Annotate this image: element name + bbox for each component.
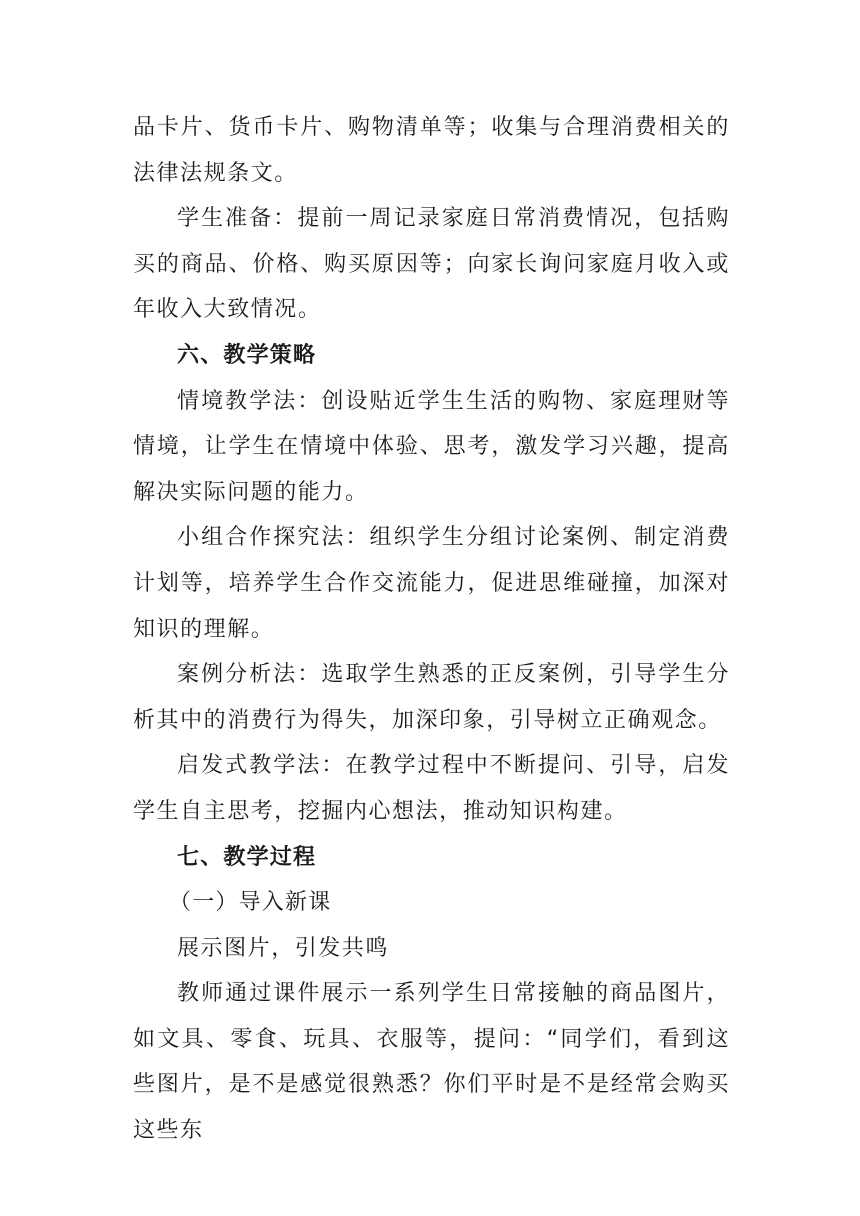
paragraph-continuation: 品卡片、货币卡片、购物清单等；收集与合理消费相关的法律法规条文。: [133, 115, 730, 186]
paragraph-student-prep: 学生准备：提前一周记录家庭日常消费情况，包括购买的商品、价格、购买原因等；向家长询问家庭月收入或年收入大致情况。: [133, 206, 730, 323]
section-heading-teaching-strategy: 六、教学策略: [177, 342, 317, 368]
paragraph-case-analysis: 案例分析法：选取学生熟悉的正反案例，引导学生分析其中的消费行为得失，加深印象，引导树立正确观念。: [133, 662, 730, 733]
subsection-heading-intro: （一）导入新课: [169, 890, 332, 916]
paragraph-group-cooperation: 小组合作探究法：组织学生分组讨论案例、制定消费计划等，培养学生合作交流能力，促进思维碰撞，加深对知识的理解。: [133, 525, 730, 642]
document-body: [133, 105, 730, 1154]
paragraph-situational-teaching: 情境教学法：创设贴近学生生活的购物、家庭理财等情境，让学生在情境中体验、思考，激发学习兴趣，提高解决实际问题的能力。: [133, 388, 730, 505]
paragraph-heuristic-teaching: 启发式教学法：在教学过程中不断提问、引导，启发学生自主思考，挖掘内心想法，推动知识构建。: [133, 753, 730, 824]
section-heading-teaching-process: 七、教学过程: [177, 844, 317, 870]
line-show-images: 展示图片，引发共鸣: [177, 935, 389, 961]
paragraph-teacher-shows: 教师通过课件展示一系列学生日常接触的商品图片，如文具、零食、玩具、衣服等，提问：“同学们，看到这些图片，是不是感觉很熟悉？你们平时是不是经常会购买这些东: [133, 981, 730, 1144]
